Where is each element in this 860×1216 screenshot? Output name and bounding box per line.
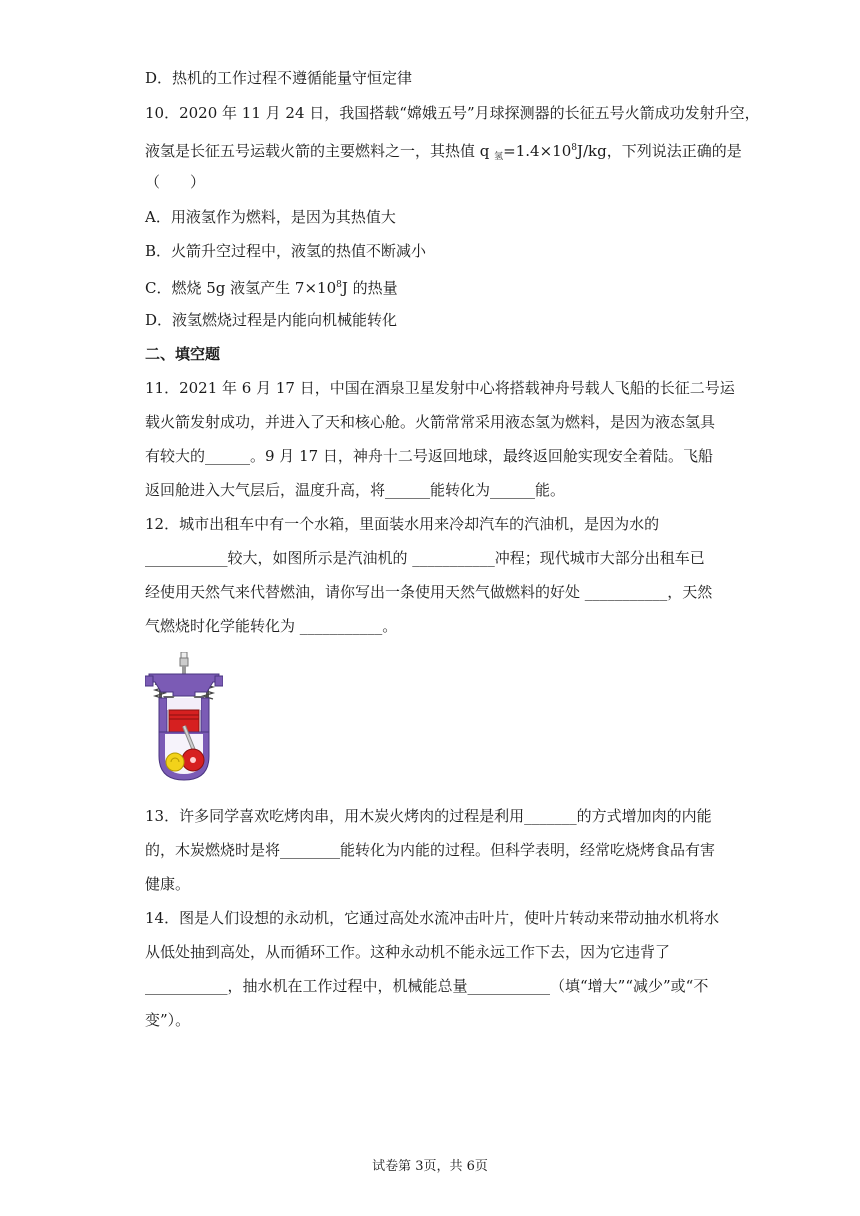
q10-option-d: D．液氢燃烧过程是内能向机械能转化 — [145, 311, 398, 329]
q10-stem-line2 — [145, 138, 742, 167]
q10-option-a: A．用液氢作为燃料，是因为其热值大 — [145, 208, 396, 226]
q12-line4: 气燃烧时化学能转化为 ___________。 — [145, 617, 398, 635]
q14-line1: 14．图是人们设想的永动机，它通过高处水流冲击叶片，使叶片转动来带动抽水机将水 — [145, 909, 720, 927]
gasoline-engine-icon — [145, 652, 223, 784]
q10-stem-text-b: =1.4×10 — [503, 142, 572, 160]
gasoline-engine-figure — [145, 652, 223, 784]
q12-line2: ___________较大，如图所示是汽油机的 ___________冲程；现代城市大部分出租车已 — [145, 549, 705, 567]
q10-superscript: 8 — [571, 143, 577, 153]
q13-line3: 健康。 — [145, 875, 191, 893]
q9-option-d: D．热机的工作过程不遵循能量守恒定律 — [145, 69, 413, 87]
q12-line1: 12．城市出租车中有一个水箱，里面装水用来冷却汽车的汽油机，是因为水的 — [145, 515, 660, 533]
q10-option-c-superscript: 8 — [336, 280, 342, 290]
q10-option-c — [145, 275, 398, 298]
section-title-fill-in: 二、填空题 — [145, 345, 221, 363]
q10-option-b: B．火箭升空过程中，液氢的热值不断减小 — [145, 242, 427, 260]
q10-option-c-text-b: J 的热量 — [341, 279, 398, 297]
q10-stem-line1: 10．2020 年 11 月 24 日，我国搭载“嫦娥五号”月球探测器的长征五号火箭成功发射升空， — [145, 104, 760, 122]
q10-option-c-text-a: C．燃烧 5g 液氢产生 7×10 — [145, 279, 337, 297]
q14-line2: 从低处抽到高处，从而循环工作。这种永动机不能永远工作下去，因为它违背了 — [145, 943, 671, 961]
q10-answer-paren: （ ） — [145, 173, 206, 191]
q11-line2: 载火箭发射成功，并进入了天和核心舱。火箭常常采用液态氢为燃料，是因为液态氢具 — [145, 413, 716, 431]
q12-line3: 经使用天然气来代替燃油，请你写出一条使用天然气做燃料的好处 ___________，天然 — [145, 583, 713, 601]
q14-line3: ___________，抽水机在工作过程中，机械能总量___________（填“增大”“减少”或“不 — [145, 977, 709, 995]
q11-line3: 有较大的______。9 月 17 日，神舟十二号返回地球，最终返回舱实现安全着陆。飞船 — [145, 447, 713, 465]
q10-subscript: 氢 — [494, 152, 504, 162]
q13-line2: 的，木炭燃烧时是将________能转化为内能的过程。但科学表明，经常吃烧烤食品有害 — [145, 841, 716, 859]
page-footer: 试卷第 3页，共 6页 — [372, 1159, 488, 1174]
q11-line4: 返回舱进入大气层后，温度升高，将______能转化为______能。 — [145, 481, 566, 499]
q14-line4: 变”）。 — [145, 1011, 191, 1029]
q10-stem-text-a: 液氢是长征五号运载火箭的主要燃料之一，其热值 q — [145, 142, 495, 160]
q10-stem-text-c: J/kg，下列说法正确的是 — [576, 142, 742, 160]
q13-line1: 13．许多同学喜欢吃烤肉串，用木炭火烤肉的过程是利用_______的方式增加肉的内能 — [145, 807, 712, 825]
q11-line1: 11．2021 年 6 月 17 日，中国在酒泉卫星发射中心将搭载神舟号载人飞船的长征二号运 — [145, 379, 735, 397]
